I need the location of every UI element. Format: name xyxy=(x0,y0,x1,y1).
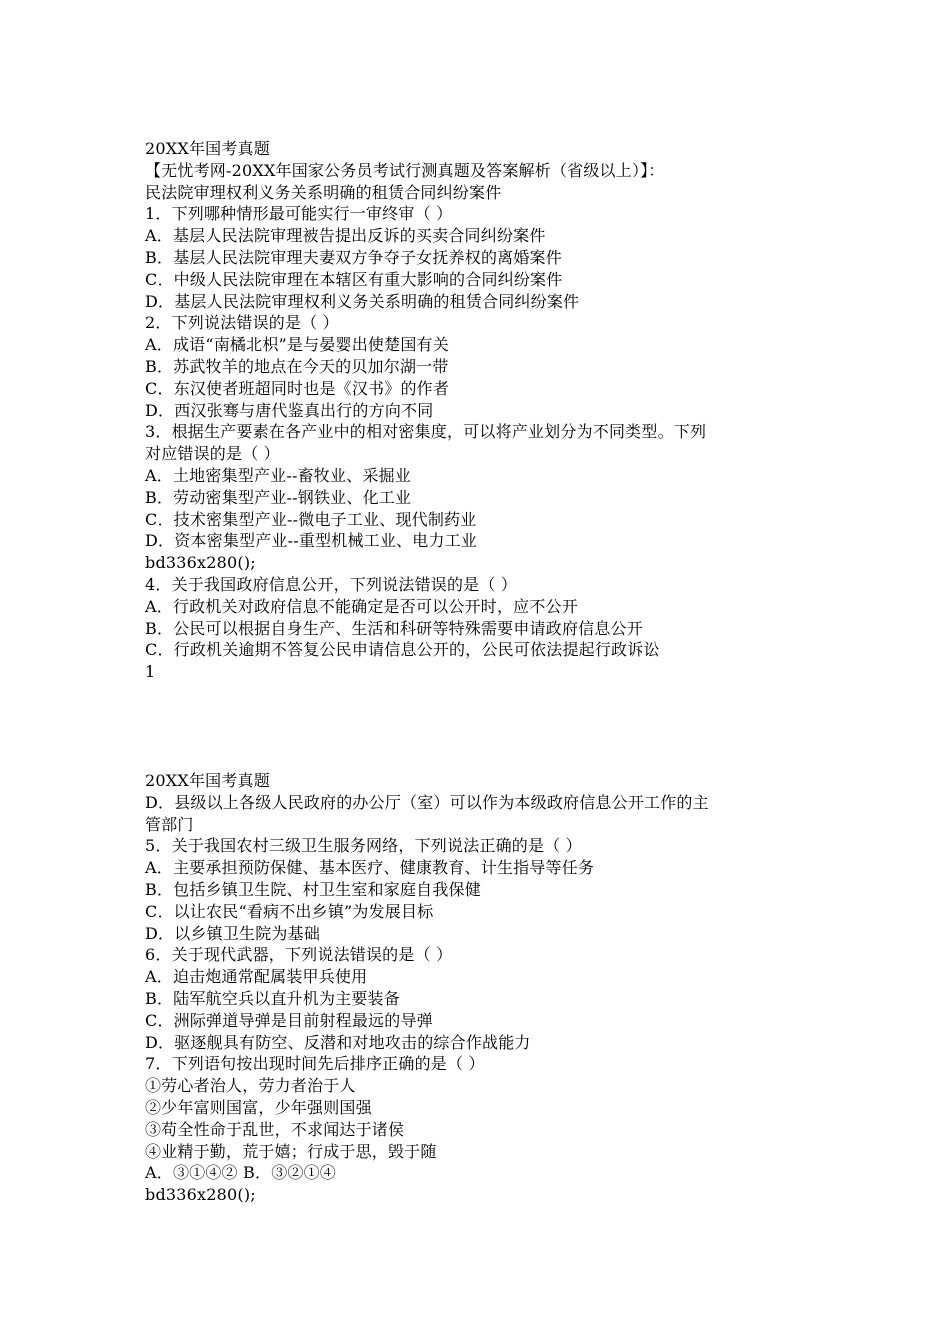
question-6-option-c: C．洲际弹道导弹是目前射程最远的导弹 xyxy=(145,1010,433,1030)
question-4-option-d: D．县级以上各级人民政府的办公厅（室）可以作为本级政府信息公开工作的主 xyxy=(145,792,709,812)
ad-placeholder-text: bd336x280(); xyxy=(145,1185,256,1205)
question-7-options: A．③①④② B．③②①④ xyxy=(145,1163,336,1183)
source-title: 【无忧考网-20XX年国家公务员考试行测真题及答案解析（省级以上）】： xyxy=(145,160,665,180)
question-5-option-b: B．包括乡镇卫生院、村卫生室和家庭自我保健 xyxy=(145,879,481,899)
page-number: 1 xyxy=(145,662,156,682)
question-7-sentence-1: ①劳心者治人，劳力者治于人 xyxy=(145,1076,356,1096)
question-7-sentence-4: ④业精于勤，荒于嬉；行成于思，毁于随 xyxy=(145,1141,437,1161)
page-header: 20XX年国考真题 xyxy=(145,771,270,790)
question-4-option-b: B．公民可以根据自身生产、生活和科研等特殊需要申请政府信息公开 xyxy=(145,618,643,638)
question-2-option-c: C．东汉使者班超同时也是《汉书》的作者 xyxy=(145,378,450,398)
question-7-sentence-3: ③苟全性命于乱世，不求闻达于诸侯 xyxy=(145,1119,405,1139)
page-1-text-block xyxy=(145,138,810,683)
page-header: 20XX年国考真题 xyxy=(145,139,270,158)
question-4-option-a: A．行政机关对政府信息不能确定是否可以公开时，应不公开 xyxy=(145,596,578,616)
question-3-option-a: A．土地密集型产业--畜牧业、采掘业 xyxy=(145,465,411,485)
ad-placeholder-text: bd336x280(); xyxy=(145,553,256,573)
question-4-option-d-continued: 管部门 xyxy=(145,814,194,834)
question-4: 4．关于我国政府信息公开，下列说法错误的是（ ） xyxy=(145,574,518,594)
document-page-2 xyxy=(0,690,950,1344)
question-1-option-c: C．中级人民法院审理在本辖区有重大影响的合同纠纷案件 xyxy=(145,269,563,289)
question-7: 7．下列语句按出现时间先后排序正确的是（ ） xyxy=(145,1054,485,1074)
question-2-option-b: B．苏武牧羊的地点在今天的贝加尔湖一带 xyxy=(145,356,449,376)
question-6-option-b: B．陆军航空兵以直升机为主要装备 xyxy=(145,988,400,1008)
text-line: 民法院审理权利义务关系明确的租赁合同纠纷案件 xyxy=(145,182,502,202)
question-5-option-a: A．主要承担预防保健、基本医疗、健康教育、计生指导等任务 xyxy=(145,858,595,878)
page-2-text-block xyxy=(145,770,810,1206)
question-6: 6．关于现代武器，下列说法错误的是（ ） xyxy=(145,945,453,965)
question-1-option-a: A．基层人民法院审理被告提出反诉的买卖合同纠纷案件 xyxy=(145,226,546,246)
question-6-option-a: A．迫击炮通常配属装甲兵使用 xyxy=(145,967,368,987)
question-3-option-c: C．技术密集型产业--微电子工业、现代制药业 xyxy=(145,509,477,529)
question-7-sentence-2: ②少年富则国富，少年强则国强 xyxy=(145,1097,372,1117)
question-5-option-c: C．以让农民“看病不出乡镇”为发展目标 xyxy=(145,901,434,921)
question-5-option-d: D．以乡镇卫生院为基础 xyxy=(145,923,321,943)
question-6-option-d: D．驱逐舰具有防空、反潜和对地攻击的综合作战能力 xyxy=(145,1032,531,1052)
question-1-option-d: D．基层人民法院审理权利义务关系明确的租赁合同纠纷案件 xyxy=(145,291,580,311)
question-3: 3．根据生产要素在各产业中的相对密集度，可以将产业划分为不同类型。下列 xyxy=(145,422,707,442)
question-2-option-a: A．成语“南橘北枳”是与晏婴出使楚国有关 xyxy=(145,335,449,355)
question-2: 2．下列说法错误的是（ ） xyxy=(145,313,339,333)
question-3-continued: 对应错误的是（ ） xyxy=(145,444,280,464)
question-5: 5．关于我国农村三级卫生服务网络，下列说法正确的是（ ） xyxy=(145,836,582,856)
question-1-option-b: B．基层人民法院审理夫妻双方争夺子女抚养权的离婚案件 xyxy=(145,247,562,267)
question-4-option-c: C．行政机关逾期不答复公民申请信息公开的，公民可依法提起行政诉讼 xyxy=(145,640,660,660)
question-2-option-d: D．西汉张骞与唐代鉴真出行的方向不同 xyxy=(145,400,434,420)
question-3-option-d: D．资本密集型产业--重型机械工业、电力工业 xyxy=(145,531,478,551)
question-1: 1．下列哪种情形最可能实行一审终审（ ） xyxy=(145,204,453,224)
question-3-option-b: B．劳动密集型产业--钢铁业、化工业 xyxy=(145,487,412,507)
